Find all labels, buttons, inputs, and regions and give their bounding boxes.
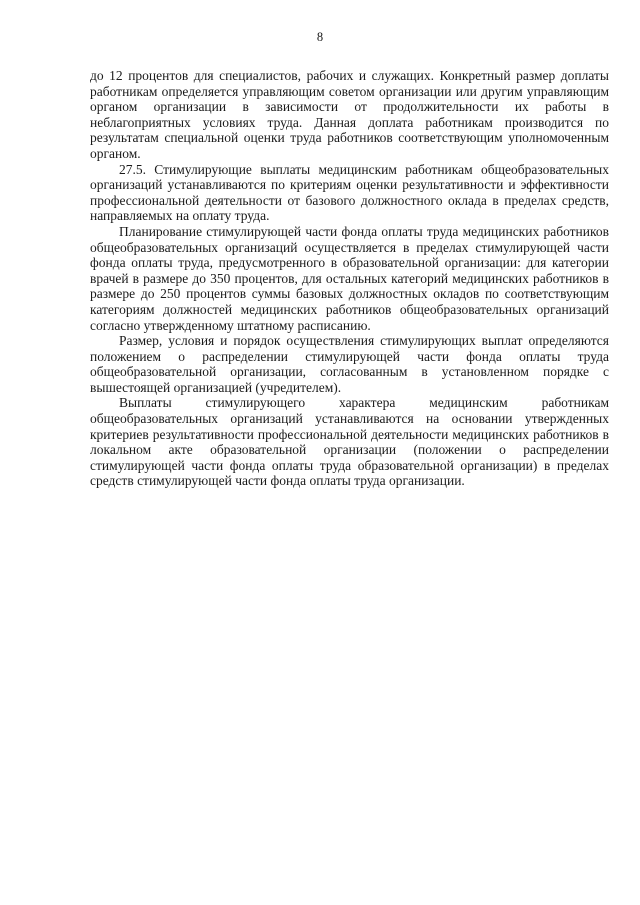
paragraph-27-5: 27.5. Стимулирующие выплаты медицинским работникам общеобразовательных организаций устанавливаются по критериям оценки результативности и эффективности профессиональной деятельности от базового должностного оклада в пределах средств, направляемых на оплату труда. (90, 161, 609, 224)
document-body (90, 68, 609, 489)
paragraph-incentive-payments: Выплаты стимулирующего характера медицинским работникам общеобразовательных организаций устанавливаются на основании утвержденных критериев результативности профессиональной деятельности медицинских работников в локальном акте образовательной организации (положении о распределении стимулирующей части фонда оплаты труда образовательной организации) в пределах средств стимулирующей части фонда оплаты труда организации. (90, 395, 609, 489)
paragraph-planning: Планирование стимулирующей части фонда оплаты труда медицинских работников общеобразовательных организаций осуществляется в пределах стимулирующей части фонда оплаты труда, предусмотренного в образовательной организации: для категории врачей в размере до 350 процентов, для остальных категорий медицинских работников в размере до 250 процентов суммы базовых должностных окладов по соответствующим категориям должностей медицинских работников общеобразовательных организаций согласно утвержденному штатному расписанию. (90, 223, 609, 333)
paragraph-continuation: до 12 процентов для специалистов, рабочих и служащих. Конкретный размер доплаты работникам определяется управляющим советом организации или другим управляющим органом организации в зависимости от продолжительности их работы в неблагоприятных условиях труда. Данная доплата работникам производится по результатам специальной оценки труда работников соответствующим уполномоченным органом. (90, 68, 609, 161)
paragraph-size-conditions: Размер, условия и порядок осуществления стимулирующих выплат определяются положением о распределении стимулирующей части фонда оплаты труда общеобразовательной организации, согласованным в установленном порядке с вышестоящей организацией (учредителем). (90, 333, 609, 395)
page-number: 8 (316, 30, 324, 44)
